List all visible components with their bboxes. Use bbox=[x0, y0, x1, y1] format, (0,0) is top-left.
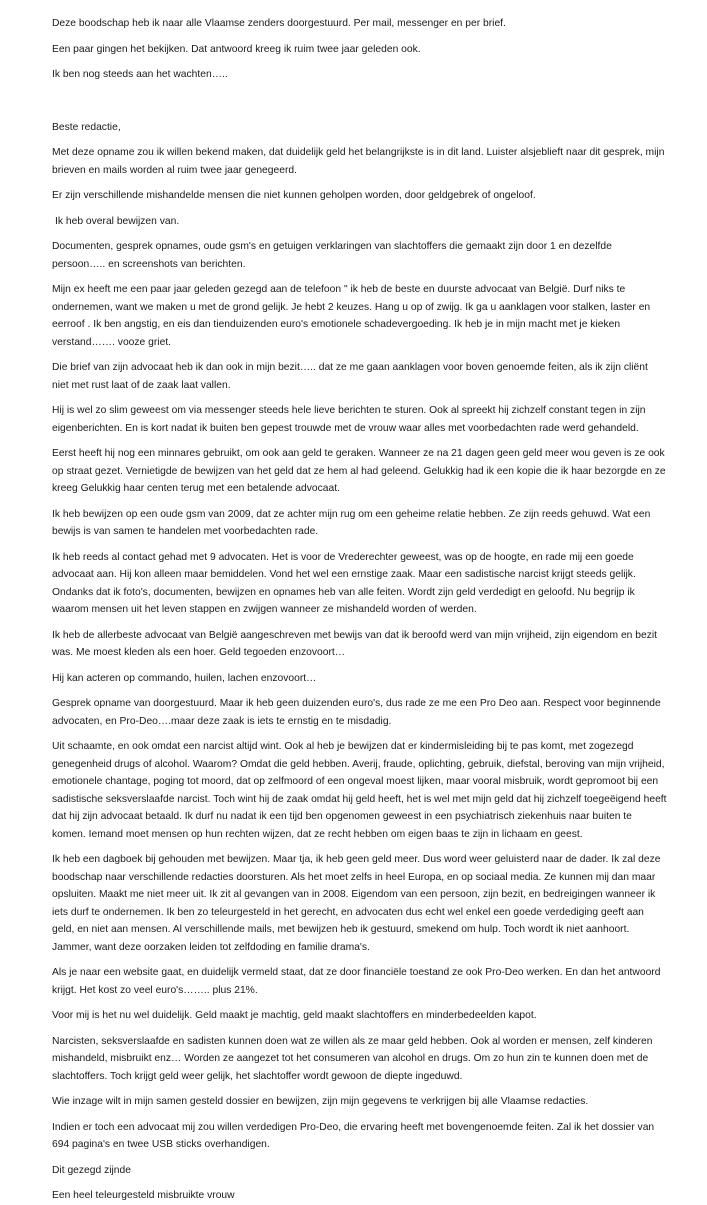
intro-line-1: Deze boodschap heb ik naar alle Vlaamse zenders doorgestuurd. Per mail, messenger en per brief. bbox=[52, 18, 506, 29]
paragraph: Hij is wel zo slim geweest om via messenger steeds hele lieve berichten te sturen. Ook al spreekt hij zichzelf constant tegen in zijn eigenberichten. En is kort nadat ik buiten ben gepest trouwde met de vrouw waar alles met voorbedachten rade werd gehandeld. bbox=[52, 405, 646, 434]
intro-line-3: Ik ben nog steeds aan het wachten….. bbox=[52, 69, 228, 80]
paragraph: Hij kan acteren op commando, huilen, lachen enzovoort… bbox=[52, 672, 317, 684]
paragraph: Er zijn verschillende mishandelde mensen die niet kunnen geholpen worden, door geldgebrek of ongeloof. bbox=[52, 190, 536, 201]
paragraph: Ik heb bewijzen op een oude gsm van 2009, dat ze achter mijn rug om een geheime relatie hebben. Ze zijn reeds gehuwd. Wat een bewijs is van samen te handelen met voorbedachten rade. bbox=[52, 508, 651, 537]
paragraph: Ik heb reeds al contact gehad met 9 advocaten. Het is voor de Vrederechter geweest, was op de hoogte, en rade mij een goede advocaat aan. Hij kon alleen maar bemiddelen. Vond het wel een ernstige zaak. Maar een sadistische narcist krijgt steeds gelijk. Ondanks dat ik foto's, documenten, bewijzen en opnames heb van alle feiten. Wordt zijn geld verdedigt en geloofd. Nu begrijp ik waarom mensen uit het leven stappen en zwijgen wanneer ze mishandeld worden of werden. bbox=[52, 551, 636, 615]
paragraph: Narcisten, seksverslaafde en sadisten kunnen doen wat ze willen als ze maar geld hebben. Ook al worden er mensen, zelf kinderen mishandeld, misbruikt enz… Worden ze aangezet tot het consumeren van alcohol en drugs. Om zo hun zin te kunnen doen met de slachtoffers. Toch krijgt geld weer gelijk, het slachtoffer wordt gewoon de diepte ingeduwd. bbox=[52, 1035, 653, 1082]
signature-line: Een heel teleurgesteld misbruikte vrouw bbox=[52, 1190, 235, 1201]
paragraph: Ik heb een dagboek bij gehouden met bewijzen. Maar tja, ik heb geen geld meer. Dus word weer geluisterd naar de dader. Ik zal deze boodschap naar verschillende redacties doorsturen. Als het moet zelfs in heel Europa, en op sociaal media. Ze kunnen mij dan maar opsluiten. Maakt me niet meer uit. Ik zit al gevangen van in 2008. Eigendom van een persoon, zijn bezit, en bedreigingen wanneer ik iets durf te ondernemen. Ik ben zo teleurgesteld in het gerecht, en advocaten dus echt wel enkel een goede verdediging geeft aan geld, en niet aan mensen. Al verschillende mails, met bewijzen heb ik gestuurd, smekend om hulp. Toch wordt ik niet aanhoort. Jammer, want deze oorzaken leiden tot zelfdoding en familie drama's. bbox=[52, 854, 661, 953]
paragraph: Voor mij is het nu wel duidelijk. Geld maakt je machtig, geld maakt slachtoffers en minderbedeelden kapot. bbox=[52, 1010, 537, 1021]
paragraph: Die brief van zijn advocaat heb ik dan ook in mijn bezit….. dat ze me gaan aanklagen voor boven genoemde feiten, als ik zijn cliënt niet met rust laat of de zaak laat vallen. bbox=[52, 362, 648, 391]
paragraph: Eerst heeft hij nog een minnares gebruikt, om ook aan geld te geraken. Wanneer ze na 21 dagen geen geld meer wou geven is ze ook op straat gezet. Vernietigde de bewijzen van het geld dat ze hem al had geleend. Gelukkig had ik een kopie die ik haar bezorgde en ze kreeg Gelukkig haar centen terug met een betalende advocaat. bbox=[52, 448, 666, 494]
paragraph: Documenten, gesprek opnames, oude gsm's en getuigen verklaringen van slachtoffers die gemaakt zijn door 1 en dezelfde persoon….. en screenshots van berichten. bbox=[52, 241, 612, 270]
paragraph: Ik heb overal bewijzen van. bbox=[55, 215, 180, 227]
paragraph: Wie inzage wilt in mijn samen gesteld dossier en bewijzen, zijn mijn gegevens te verkrijgen bij alle Vlaamse redacties. bbox=[52, 1096, 589, 1107]
closing-line: Dit gezegd zijnde bbox=[52, 1164, 131, 1176]
intro-line-2: Een paar gingen het bekijken. Dat antwoord kreeg ik ruim twee jaar geleden ook. bbox=[52, 43, 421, 55]
paragraph: Uit schaamte, en ook omdat een narcist altijd wint. Ook al heb je bewijzen dat er kindermisleiding bij te pas komt, met zogezegd genegenheid drugs of alcohol. Waarom? Omdat die geld hebben. Averij, fraude, oplichting, gebruik, diefstal, beroving van mijn vrijheid, emotionele chantage, poging tot moord, dat op zelfmoord of een ongeval moest lijken, maar vooral misbruik, wordt gepromoot bij een sadistische seksverslaafde narcist. Toch wint hij de zaak omdat hij geld heeft, het is wel met mijn geld dat hij zichzelf toegeëigend heeft dat hij zijn advocaat betaald. Ik durf nu nadat ik een tijd ben opgenomen geweest in een psychiatrisch ziekenhuis naar buiten te komen. Iemand moet mensen op hun rechten wijzen, dat ze recht hebben om eigen baas te zijn in lichaam en geest. bbox=[52, 741, 667, 840]
paragraph: Met deze opname zou ik willen bekend maken, dat duidelijk geld het belangrijkste is in dit land. Luister alsjeblieft naar dit gesprek, mijn brieven en mails worden al ruim twee jaar genegeerd. bbox=[52, 147, 665, 176]
salutation: Beste redactie, bbox=[52, 121, 121, 133]
paragraph: Gesprek opname van doorgestuurd. Maar ik heb geen duizenden euro's, dus rade ze me een Pro Deo aan. Respect voor beginnende advocaten, en Pro-Deo….maar deze zaak is iets te ernstig en te misdadig. bbox=[52, 698, 661, 727]
paragraph: Als je naar een website gaat, en duidelijk vermeld staat, dat ze door financiële toestand ze ook Pro-Deo werken. En dan het antwoord krijgt. Het kost zo veel euro's…….. plus 21%. bbox=[52, 967, 661, 996]
paragraph: Ik heb de allerbeste advocaat van België aangeschreven met bewijs van dat ik beroofd werd van mijn vrijheid, zijn eigendom en bezit was. Me moest kleden als een hoer. Geld tegoeden enzovoort… bbox=[52, 629, 658, 658]
paragraph: Mijn ex heeft me een paar jaar geleden gezegd aan de telefoon " ik heb de beste en duurste advocaat van België. Durf niks te ondernemen, want we maken u met de grond gelijk. Je hebt 2 keuzes. Hang u op of zwijg. Ik ga u aanklagen voor stalken, laster en eerroof . Ik ben angstig, en eis dan tienduizenden euro's emotionele schadevergoeding. Ik heb je in mijn macht met je kieken verstand……. vooze griet. bbox=[52, 284, 651, 348]
paragraph: Indien er toch een advocaat mij zou willen verdedigen Pro-Deo, die ervaring heeft met bovengenoemde feiten. Zal ik het dossier van 694 pagina's en twee USB sticks overhandigen. bbox=[52, 1121, 655, 1150]
